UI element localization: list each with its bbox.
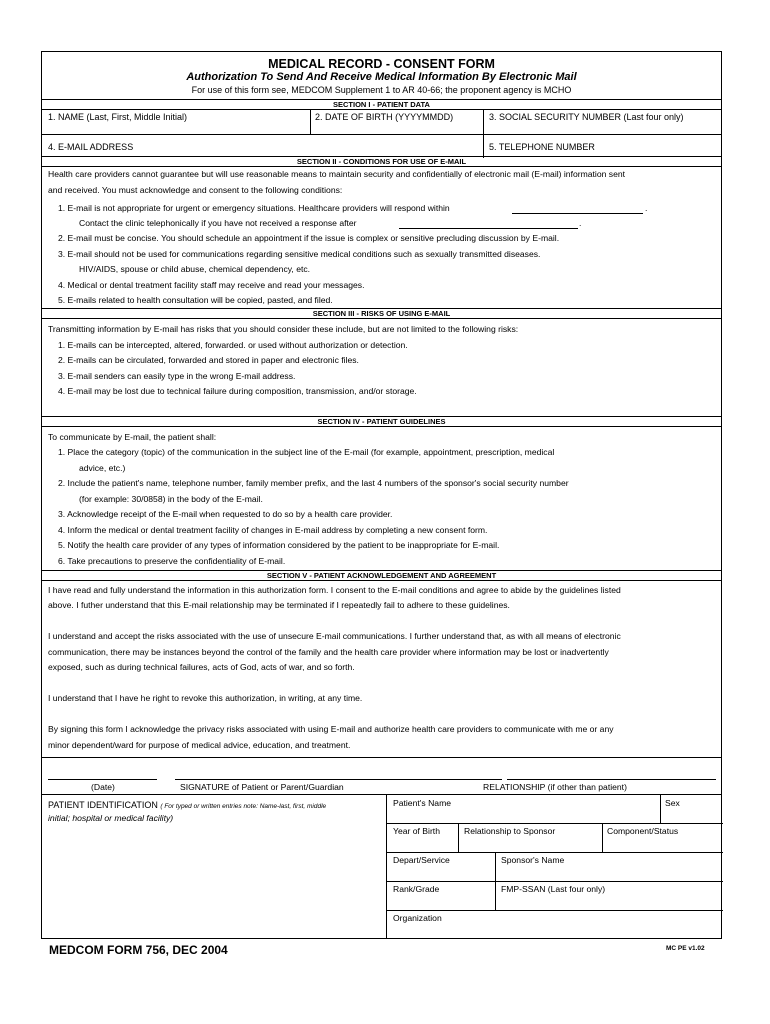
form-version: MC PE v1.02	[666, 945, 705, 952]
list-item: 1. Place the category (topic) of the communication in the subject line of the E-mail (for example, appointment, prescription, medical	[58, 447, 555, 457]
list-item: 2. E-mail must be concise. You should schedule an appointment if the issue is complex or sensitive precluding discussion by E-mail.	[58, 233, 560, 243]
form-note: For use of this form see, MEDCOM Supplement 1 to AR 40-66; the proponent agency is MCHO	[191, 85, 572, 95]
section2-intro: Health care providers cannot guarantee but will use reasonable means to maintain security and confidentially of electronic mail (E-mail) information sent	[48, 169, 626, 179]
list-item: Contact the clinic telephonically if you have not received a response after	[79, 218, 357, 228]
section1-heading: SECTION I - PATIENT DATA	[333, 100, 430, 109]
list-item: HIV/AIDS, spouse or child abuse, chemical dependency, etc.	[79, 264, 311, 274]
divider	[386, 881, 723, 882]
patients-name-field[interactable]: Patient's Name	[393, 798, 452, 808]
list-item: 3. E-mail should not be used for communications regarding sensitive medical conditions such as sexually transmitted diseases.	[58, 249, 541, 259]
section2-heading: SECTION II - CONDITIONS FOR USE OF E-MAIL	[296, 157, 467, 166]
period: .	[579, 218, 582, 228]
response-after-field[interactable]	[399, 228, 578, 229]
relationship-to-sponsor-field[interactable]: Relationship to Sponsor	[464, 826, 556, 836]
ack-paragraph: exposed, such as during technical failures, acts of God, acts of war, and so forth.	[48, 662, 355, 672]
divider	[458, 823, 459, 852]
component-status-field[interactable]: Component/Status	[607, 826, 679, 836]
divider	[386, 794, 387, 939]
divider	[42, 109, 721, 110]
dob-field[interactable]: 2. DATE OF BIRTH (YYYYMMDD)	[315, 112, 454, 122]
rank-grade-field[interactable]: Rank/Grade	[393, 884, 440, 894]
date-label: (Date)	[91, 782, 115, 792]
section3-intro: Transmitting information by E-mail has risks that you should consider these include, but are not limited to the following risks:	[48, 324, 519, 334]
list-item: 6. Take precautions to preserve the confidentiality of E-mail.	[58, 556, 286, 566]
divider	[42, 580, 721, 581]
ack-paragraph: I understand and accept the risks associated with the use of unsecure E-mail communications. I further understand that, as with all means of electronic	[48, 631, 621, 641]
divider	[660, 794, 661, 823]
section3-heading: SECTION III - RISKS OF USING E-MAIL	[312, 309, 451, 318]
divider	[386, 823, 723, 824]
signature-label: SIGNATURE of Patient or Parent/Guardian	[180, 782, 344, 792]
divider	[42, 794, 721, 795]
divider	[42, 318, 721, 319]
name-field[interactable]: 1. NAME (Last, First, Middle Initial)	[48, 112, 188, 122]
response-time-field[interactable]	[512, 213, 643, 214]
list-item: 3. E-mail senders can easily type in the wrong E-mail address.	[58, 371, 296, 381]
organization-field[interactable]: Organization	[393, 913, 442, 923]
list-item: 5. E-mails related to health consultation will be copied, pasted, and filed.	[58, 295, 333, 305]
list-item: 4. E-mail may be lost due to technical failure during composition, transmission, and/or storage.	[58, 386, 417, 396]
list-item: 3. Acknowledge receipt of the E-mail when requested to do so by a health care provider.	[58, 509, 393, 519]
ack-paragraph: communication, there may be instances beyond the control of the family and the health care provider where information may be lost or inadvertently	[48, 647, 609, 657]
email-field[interactable]: 4. E-MAIL ADDRESS	[48, 142, 134, 152]
period: .	[645, 203, 648, 213]
list-item: advice, etc.)	[79, 463, 126, 473]
section2-intro: and received. You must acknowledge and consent to the following conditions:	[48, 185, 343, 195]
ssn-field[interactable]: 3. SOCIAL SECURITY NUMBER (Last four only)	[489, 112, 684, 122]
list-item: 5. Notify the health care provider of any types of information considered by the patient to be inappropriate for E-mail.	[58, 540, 500, 550]
section4-intro: To communicate by E-mail, the patient shall:	[48, 432, 217, 442]
list-item: 2. E-mails can be circulated, forwarded and stored in paper and electronic files.	[58, 355, 359, 365]
sex-field[interactable]: Sex	[665, 798, 680, 808]
relationship-label: RELATIONSHIP (if other than patient)	[483, 782, 627, 792]
list-item: 2. Include the patient's name, telephone number, family member prefix, and the last 4 numbers of the sponsor's social security number	[58, 478, 569, 488]
depart-service-field[interactable]: Depart/Service	[393, 855, 450, 865]
patient-id-title: PATIENT IDENTIFICATION	[48, 800, 158, 810]
patient-id-note: ( For typed or written entries note: Name-last, first, middle	[160, 803, 327, 810]
patient-id-note: initial; hospital or medical facility)	[48, 813, 174, 823]
ack-paragraph: I have read and fully understand the information in this authorization form. I consent to the E-mail conditions and agree to abide by the guidelines listed	[48, 585, 621, 595]
list-item: 4. Medical or dental treatment facility staff may receive and read your messages.	[58, 280, 365, 290]
form-subtitle: Authorization To Send And Receive Medical Information By Electronic Mail	[186, 71, 577, 83]
fmp-ssan-field[interactable]: FMP-SSAN (Last four only)	[501, 884, 606, 894]
sponsors-name-field[interactable]: Sponsor's Name	[501, 855, 565, 865]
year-of-birth-field[interactable]: Year of Birth	[393, 826, 440, 836]
divider	[386, 910, 723, 911]
divider	[602, 823, 603, 852]
list-item: (for example: 30/0858) in the body of the E-mail.	[79, 494, 263, 504]
list-item: 4. Inform the medical or dental treatment facility of changes in E-mail address by completing a new consent form.	[58, 525, 488, 535]
patient-id-label	[48, 800, 326, 812]
ack-paragraph: I understand that I have he right to revoke this authorization, in writing, at any time.	[48, 693, 363, 703]
ack-paragraph: By signing this form I acknowledge the privacy risks associated with using E-mail and authorize health care providers to communicate with me or any	[48, 724, 614, 734]
relationship-line[interactable]	[507, 779, 716, 780]
form-number: MEDCOM FORM 756, DEC 2004	[49, 943, 228, 957]
divider	[42, 757, 721, 758]
section4-heading: SECTION IV - PATIENT GUIDELINES	[317, 417, 446, 426]
list-item: 1. E-mails can be intercepted, altered, forwarded. or used without authorization or detection.	[58, 340, 408, 350]
ack-paragraph: above. I futher understand that this E-mail relationship may be terminated if I repeatedly fail to adhere to these guidelines.	[48, 600, 510, 610]
ack-paragraph: minor dependent/ward for purpose of medical advice, education, and treatment.	[48, 740, 351, 750]
divider	[42, 134, 721, 135]
form-title: MEDICAL RECORD - CONSENT FORM	[268, 57, 495, 71]
divider	[310, 109, 311, 134]
divider	[42, 426, 721, 427]
divider	[386, 852, 723, 853]
section5-heading: SECTION V - PATIENT ACKNOWLEDGEMENT AND AGREEMENT	[266, 571, 497, 580]
consent-form	[41, 51, 722, 939]
signature-line[interactable]	[175, 779, 502, 780]
date-line[interactable]	[48, 779, 157, 780]
phone-field[interactable]: 5. TELEPHONE NUMBER	[489, 142, 595, 152]
list-item: 1. E-mail is not appropriate for urgent or emergency situations. Healthcare providers will respond within	[58, 203, 450, 213]
